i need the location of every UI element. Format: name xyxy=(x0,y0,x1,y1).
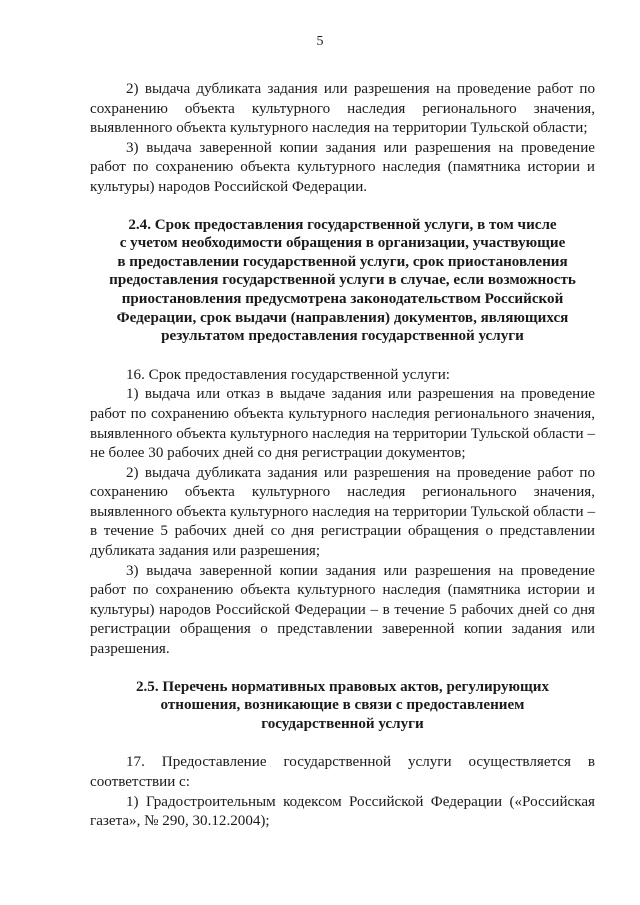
section-2-5-heading xyxy=(90,678,595,734)
paragraph-duplicate-issuance: 2) выдача дубликата задания или разрешения на проведение работ по сохранению объекта культурного наследия регионального значения, выявленного объекта культурного наследия на территории Тульской области; xyxy=(90,81,595,137)
heading-line: предоставления государственной услуги в случае, если возможность xyxy=(109,272,576,289)
heading-line: Федерации, срок выдачи (направления) документов, являющихся xyxy=(116,309,569,326)
page-content xyxy=(90,80,595,832)
heading-line: 2.4. Срок предоставления государственной услуги, в том числе xyxy=(128,216,557,233)
heading-line: государственной услуги xyxy=(261,715,424,732)
heading-line: в предоставлении государственной услуги, срок приостановления xyxy=(117,253,568,270)
paragraph-16-intro: 16. Срок предоставления государственной услуги: xyxy=(126,366,450,383)
paragraph-16-item-2: 2) выдача дубликата задания или разрешения на проведение работ по сохранению объекта культурного наследия регионального значения, выявленного объекта культурного наследия на территории Тульской области – в течение 5 рабочих дней со дня регистрации обращения о представлении дубликата задания или разрешения; xyxy=(90,464,595,560)
paragraph-certified-copy-issuance: 3) выдача заверенной копии задания или разрешения на проведение работ по сохранению объекта культурного наследия (памятника истории и культуры) народов Российской Федерации. xyxy=(90,139,595,195)
heading-line: результатом предоставления государственной услуги xyxy=(161,328,524,345)
heading-line: приостановления предусмотрена законодательством Российской xyxy=(121,290,564,307)
heading-line: отношения, возникающие в связи с предоставлением xyxy=(160,697,525,714)
section-2-4-heading xyxy=(90,216,595,346)
paragraph-17-item-1: 1) Градостроительным кодексом Российской Федерации («Российская газета», № 290, 30.12.2004); xyxy=(90,793,595,830)
paragraph-17-intro: 17. Предоставление государственной услуги осуществляется в соответствии с: xyxy=(90,754,595,790)
paragraph-16-item-1: 1) выдача или отказ в выдаче задания или разрешения на проведение работ по сохранению объекта культурного наследия регионального значения, выявленного объекта культурного наследия на территории Тульской области – не более 30 рабочих дней со дня регистрации документов; xyxy=(90,386,595,462)
heading-line: с учетом необходимости обращения в организации, участвующие xyxy=(119,235,566,252)
paragraph-16-item-3: 3) выдача заверенной копии задания или разрешения на проведение работ по сохранению объекта культурного наследия (памятника истории и культуры) народов Российской Федерации – в течение 5 рабочих дней со дня регистрации обращения о представлении заверенной копии задания или разрешения. xyxy=(90,562,595,658)
page-number: 5 xyxy=(316,34,324,49)
heading-line: 2.5. Перечень нормативных правовых актов, регулирующих xyxy=(135,678,550,695)
